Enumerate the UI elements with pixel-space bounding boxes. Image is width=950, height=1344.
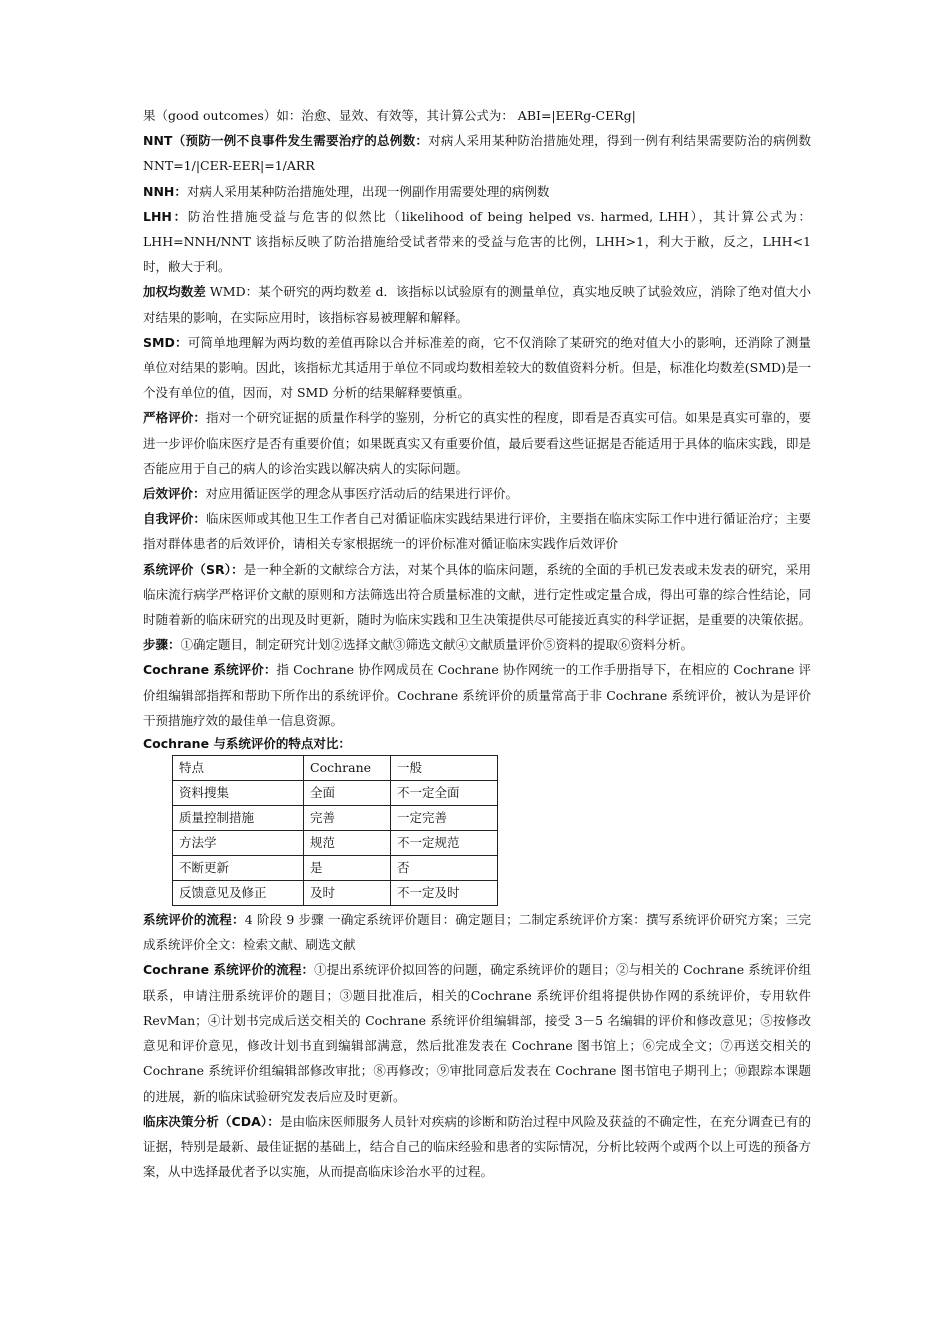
table-cell: 不断更新 xyxy=(173,856,304,881)
term-cochrane-review: Cochrane 系统评价： xyxy=(143,662,277,678)
systematic-review-text: 是一种全新的文献综合方法，对某个具体的临床问题，系统的全面的手机已发表或未发表的研究，采用临床流行病学严格评价文献的原则和方法筛选出符合质量标准的文献，进行定性或定量合成，得出可靠的综合性结论，同时随着新的临床研究的出现及时更新，随时为临床实践和卫生决策提供尽可能接近真实的科学证据，是重要的决策依据。 xyxy=(143,561,811,628)
term-critical-appraisal: 严格评价： xyxy=(143,410,207,426)
table-row xyxy=(173,856,498,881)
table-cell: 质量控制措施 xyxy=(173,806,304,831)
paragraph-lhh xyxy=(143,204,811,280)
table-header-row xyxy=(173,756,498,781)
table-cell: 规范 xyxy=(304,831,391,856)
paragraph-nnt xyxy=(143,128,811,178)
paragraph-systematic-review xyxy=(143,557,811,658)
nnt-text: 对病人采用某种防治措施处理，得到一例有利结果需要防治的病例数 NNT=1/|CER-EER|=1/ARR xyxy=(143,133,811,174)
paragraph-cochrane-review xyxy=(143,657,811,733)
table-cell: 是 xyxy=(304,856,391,881)
paragraph-nnh xyxy=(143,179,811,204)
lhh-text: 防治性措施受益与危害的似然比（likelihood of being helped vs. harmed, LHH），其计算公式为：LHH=NNH/NNT 该指标反映了防治措施给受试者带来的受益与危害的比例，LHH>1，利大于敝，反之，LHH<1时，敝大于利。 xyxy=(143,208,811,275)
table-title: Cochrane 与系统评价的特点对比： xyxy=(143,736,351,752)
term-lhh: LHH： xyxy=(143,208,188,224)
table-cell: 全面 xyxy=(304,781,391,806)
steps-text: ①确定题目，制定研究计划②选择文献③筛选文献④文献质量评价⑤资料的提取⑥资料分析。 xyxy=(180,637,694,653)
term-steps: 步骤： xyxy=(143,637,181,653)
cochrane-process-text: ①提出系统评价拟回答的问题，确定系统评价的题目；②与相关的 Cochrane 系统评价组联系，申请注册系统评价的题目；③题目批准后，相关的Cochrane 系统评价组将提供协作网的系统评价，专用软件 RevMan；④计划书完成后送交相关的 Cochrane 系统评价组编辑部，接受 3－5 名编辑的评价和修改意见；⑤按修改意见和评价意见，修改计划书直到编辑部满意，然后批准发表在 Cochrane 图书馆上；⑥完成全文；⑦再送交相关的Cochrane 系统评价组编辑部修改审批；⑧再修改；⑨审批同意后发表在 Cochrane 图书馆电子期刊上；⑩跟踪本课题的进展，新的临床试验研究发表后应及时更新。 xyxy=(143,962,811,1104)
paragraph-self-evaluation xyxy=(143,506,811,556)
table-cell: 资料搜集 xyxy=(173,781,304,806)
table-cell: 方法学 xyxy=(173,831,304,856)
term-post-evaluation: 后效评价： xyxy=(143,486,206,502)
paragraph-cochrane-process xyxy=(143,957,811,1108)
table-cell: 不一定规范 xyxy=(391,831,498,856)
nnh-text: 对病人采用某种防治措施处理，出现一例副作用需要处理的病例数 xyxy=(186,183,550,199)
table-cell: Cochrane xyxy=(304,756,391,781)
table-cell: 反馈意见及修正 xyxy=(173,881,304,906)
cda-text: 是由临床医师服务人员针对疾病的诊断和防治过程中风险及获益的不确定性，在充分调查已有的证据，特别是最新、最佳证据的基础上，结合自己的临床经验和患者的实际情况，分析比较两个或两个以上可选的预备方案，从中选择最优者予以实施，从而提高临床诊治水平的过程。 xyxy=(143,1113,811,1180)
table-cell: 否 xyxy=(391,856,498,881)
abi-text: 果（good outcomes）如：治愈、显效、有效等，其计算公式为： ABI=|EERg-CERg| xyxy=(143,108,636,123)
table-row xyxy=(173,881,498,906)
term-self-evaluation: 自我评价： xyxy=(143,511,207,527)
table-cell: 不一定全面 xyxy=(391,781,498,806)
term-sr-process: 系统评价的流程： xyxy=(143,912,245,928)
wmd-text: WMD：某个研究的两均数差 d．该指标以试验原有的测量单位，真实地反映了试验效应，消除了绝对值大小对结果的影响，在实际应用时，该指标容易被理解和解释。 xyxy=(143,284,811,325)
table-row xyxy=(173,831,498,856)
paragraph-post-evaluation xyxy=(143,481,811,506)
paragraph-sr-process xyxy=(143,907,811,957)
paragraph-cda xyxy=(143,1109,811,1185)
table-cell: 特点 xyxy=(173,756,304,781)
table-cell: 完善 xyxy=(304,806,391,831)
table-row xyxy=(173,781,498,806)
paragraph-smd xyxy=(143,330,811,406)
document-page xyxy=(143,103,811,1184)
term-cda: 临床决策分析（CDA）： xyxy=(143,1113,280,1129)
table-cell: 及时 xyxy=(304,881,391,906)
smd-text: 可简单地理解为两均数的差值再除以合并标准差的商，它不仅消除了某研究的绝对值大小的影响，还消除了测量单位对结果的影响。因此，该指标尤其适用于单位不同或均数相差较大的数值资料分析。但是，标准化均数差(SMD)是一个没有单位的值，因而，对 SMD 分析的结果解释要慎重。 xyxy=(143,334,811,401)
term-wmd: 加权均数差 xyxy=(143,284,206,300)
table-cell: 不一定及时 xyxy=(391,881,498,906)
term-systematic-review: 系统评价（SR）： xyxy=(143,561,244,577)
table-cell: 一般 xyxy=(391,756,498,781)
cochrane-review-text: 指 Cochrane 协作网成员在 Cochrane 协作网统一的工作手册指导下，在相应的 Cochrane 评价组编辑部指挥和帮助下所作出的系统评价。Cochrane 系统评价的质量常高于非 Cochrane 系统评价，被认为是评价干预措施疗效的最佳单一信息资源。 xyxy=(143,662,811,728)
paragraph-abi xyxy=(143,103,811,128)
table-cell: 一定完善 xyxy=(391,806,498,831)
critical-appraisal-text: 指对一个研究证据的质量作科学的鉴别，分析它的真实性的程度，即看是否真实可信。如果是真实可靠的，要进一步评价临床医疗是否有重要价值；如果既真实又有重要价值，最后要看这些证据是否能适用于具体的临床实践，即是否能应用于自己的病人的诊治实践以解决病人的实际问题。 xyxy=(143,410,811,476)
paragraph-critical-appraisal xyxy=(143,405,811,481)
term-cochrane-process: Cochrane 系统评价的流程： xyxy=(143,962,315,978)
paragraph-wmd xyxy=(143,279,811,329)
table-row xyxy=(173,806,498,831)
comparison-table xyxy=(172,755,498,906)
term-nnh: NNH： xyxy=(143,183,187,199)
post-evaluation-text: 对应用循证医学的理念从事医疗活动后的结果进行评价。 xyxy=(205,486,519,502)
sr-process-text: 4 阶段 9 步骤 一确定系统评价题目：确定题目；二制定系统评价方案：撰写系统评价研究方案；三完成系统评价全文：检索文献、刷选文献 xyxy=(143,912,811,953)
self-evaluation-text: 临床医师或其他卫生工作者自己对循证临床实践结果进行评价，主要指在临床实际工作中进行循证治疗；主要指对群体患者的后效评价，请相关专家根据统一的评价标准对循证临床实践作后效评价 xyxy=(143,511,811,552)
term-smd: SMD： xyxy=(143,334,188,350)
term-nnt: NNT（预防一例不良事件发生需要治疗的总例数： xyxy=(143,133,429,149)
